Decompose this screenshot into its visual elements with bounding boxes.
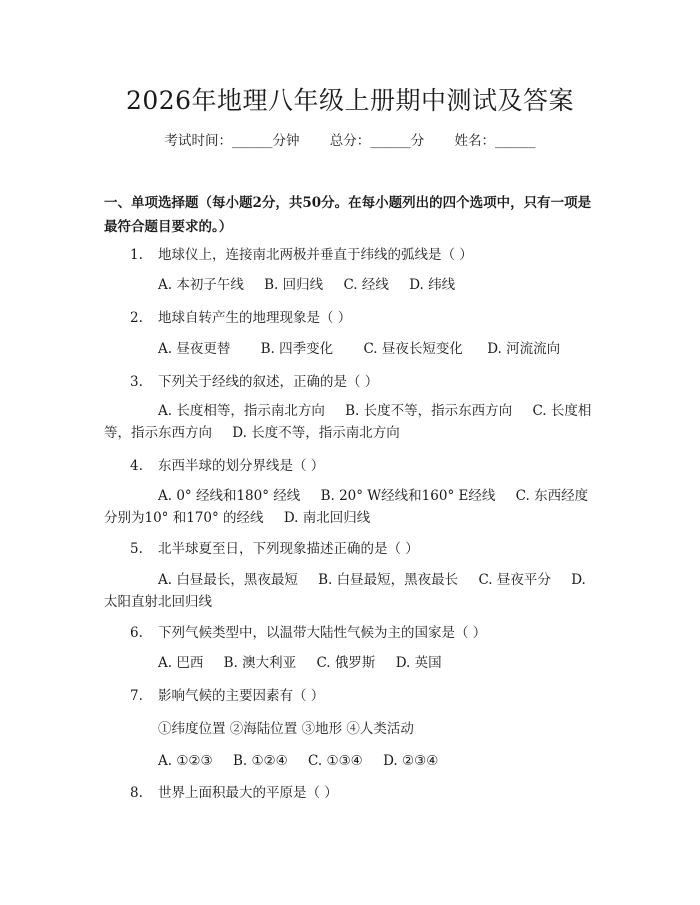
option-c: C. 东西经度分别为10° 和170° 的经线 <box>104 488 589 526</box>
option-d: D. 太阳直射北回归线 <box>104 572 586 610</box>
option-d: D. 长度不等，指示南北方向 <box>232 425 400 441</box>
question-6 <box>130 623 600 643</box>
option-a: A. 长度相等，指示南北方向 <box>158 403 325 419</box>
question-stem: 下列气候类型中，以温带大陆性气候为主的国家是（ ） <box>158 625 487 641</box>
option-c: C. 昼夜长短变化 <box>363 341 463 357</box>
question-1 <box>130 245 600 265</box>
question-number: 6. <box>130 625 143 641</box>
option-d: D. 英国 <box>395 655 442 671</box>
option-b: B. 白昼最短，黑夜最长 <box>318 572 459 588</box>
exam-time-field: 考试时间：______分钟 <box>164 133 300 149</box>
question-number: 1. <box>130 247 143 263</box>
question-number: 8. <box>130 785 143 801</box>
option-b: B. ①②④ <box>232 753 288 769</box>
option-b: B. 澳大利亚 <box>223 655 297 671</box>
option-c: C. 长度相等，指示东西方向 <box>104 403 592 441</box>
question-7 <box>130 686 600 706</box>
question-7-statement <box>104 718 600 740</box>
question-number: 3. <box>130 374 143 390</box>
option-a: A. 巴西 <box>158 655 204 671</box>
total-score-field: 总分：______分 <box>329 133 425 149</box>
option-d: D. 南北回归线 <box>283 510 371 526</box>
option-c: C. 昼夜平分 <box>478 572 551 588</box>
option-b: B. 回归线 <box>264 277 324 293</box>
question-stem: 地球仪上，连接南北两极并垂直于纬线的弧线是（ ） <box>158 247 473 263</box>
question-1-options <box>104 274 600 296</box>
question-stem: 地球自转产生的地理现象是（ ） <box>158 310 352 326</box>
question-stem: 下列关于经线的叙述，正确的是（ ） <box>158 374 379 390</box>
question-2-options <box>104 338 600 360</box>
option-c: C. ①③④ <box>308 753 363 769</box>
question-3 <box>130 372 600 392</box>
option-d: D. ②③④ <box>383 753 439 769</box>
option-b: B. 四季变化 <box>260 341 334 357</box>
question-2 <box>130 308 600 328</box>
question-stem: 影响气候的主要因素有（ ） <box>158 688 325 704</box>
option-a: A. 昼夜更替 <box>158 341 231 357</box>
option-c: C. 俄罗斯 <box>316 655 376 671</box>
question-stem: 东西半球的划分界线是（ ） <box>158 458 325 474</box>
question-4 <box>130 456 600 476</box>
option-b: B. 长度不等，指示东西方向 <box>345 403 513 419</box>
question-4-options <box>104 485 600 529</box>
option-d: D. 河流流向 <box>487 341 561 357</box>
statement-text: ①纬度位置 ②海陆位置 ③地形 ④人类活动 <box>158 721 414 737</box>
question-number: 5. <box>130 541 143 557</box>
question-3-options <box>104 400 600 444</box>
question-7-options <box>104 750 600 772</box>
question-6-options <box>104 652 600 674</box>
name-field: 姓名：______ <box>454 133 536 149</box>
question-number: 4. <box>130 458 143 474</box>
question-number: 7. <box>130 688 143 704</box>
question-5 <box>130 539 600 559</box>
option-a: A. 白昼最长，黑夜最短 <box>158 572 298 588</box>
option-c: C. 经线 <box>343 277 389 293</box>
question-stem: 北半球夏至日，下列现象描述正确的是（ ） <box>158 541 419 557</box>
question-stem: 世界上面积最大的平原是（ ） <box>158 785 338 801</box>
question-5-options <box>104 569 600 613</box>
section-heading: 一、单项选择题（每小题2分，共50分。在每小题列出的四个选项中，只有一项是最符合题目要求的。） <box>104 195 592 235</box>
page-title: 2026年地理八年级上册期中测试及答案 <box>125 86 575 115</box>
question-number: 2. <box>130 310 143 326</box>
question-8 <box>130 783 600 803</box>
option-a: A. 本初子午线 <box>158 277 244 293</box>
exam-info-line <box>0 131 700 151</box>
option-b: B. 20° W经线和160° E经线 <box>320 488 496 504</box>
option-d: D. 纬线 <box>409 277 456 293</box>
option-a: A. ①②③ <box>158 753 213 769</box>
option-a: A. 0° 经线和180° 经线 <box>158 488 301 504</box>
